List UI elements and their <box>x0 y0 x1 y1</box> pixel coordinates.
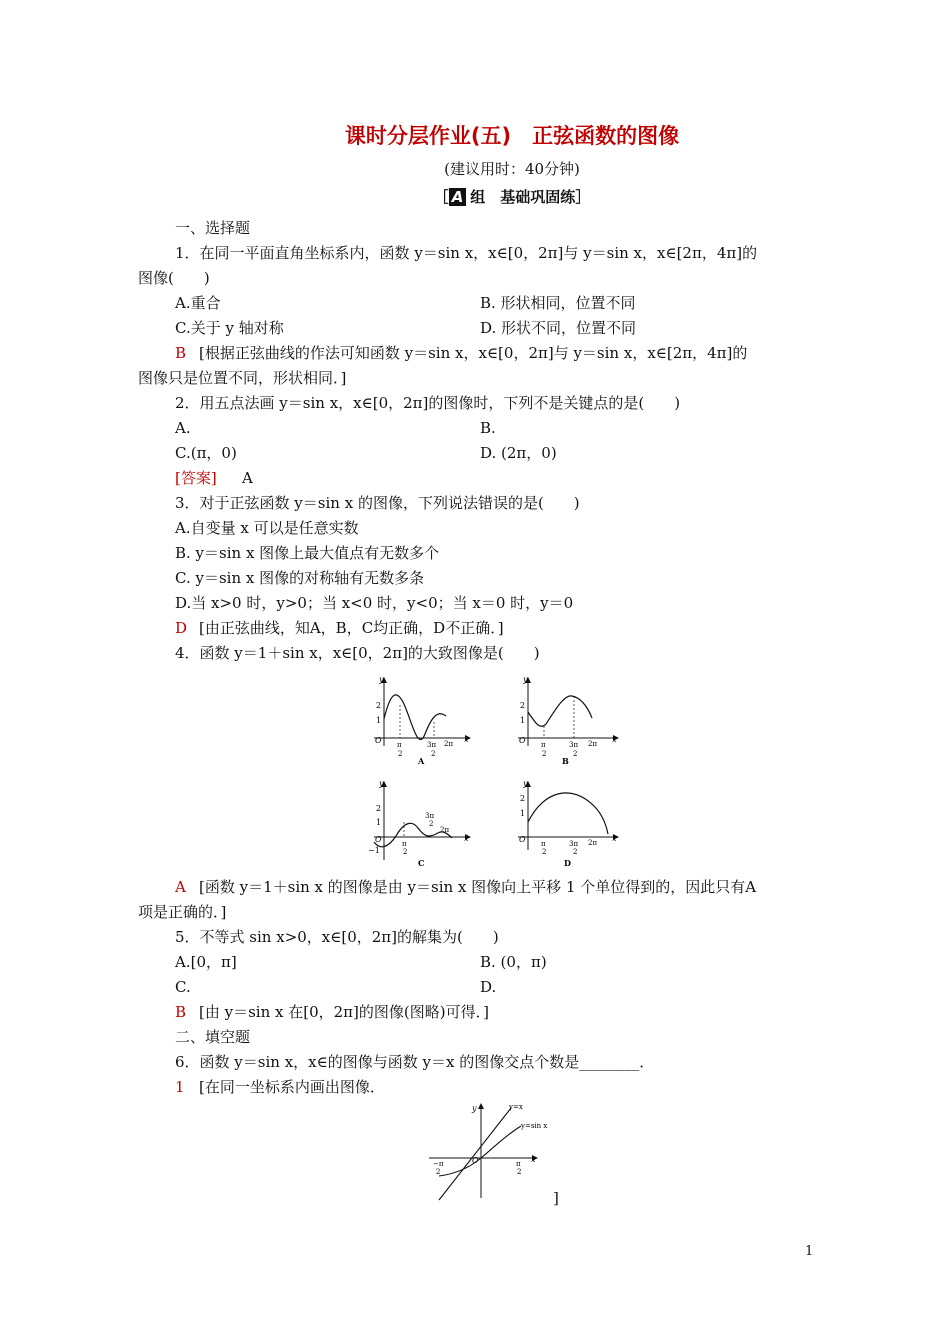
option-b: B. <box>480 419 496 437</box>
tick-label: 2π <box>588 740 598 748</box>
explanation-close: ] <box>553 1189 559 1207</box>
tick-label: 3π <box>569 741 579 749</box>
explanation: [根据正弦曲线的作法可知函数 y＝sin x，x∈[0，2π]与 y＝sin x，x∈[2π，4π]的 <box>199 344 748 362</box>
option-a: A.[0，π] <box>175 953 237 971</box>
intersection-graph <box>425 1100 565 1202</box>
explanation: [由正弦曲线，知A，B，C均正确，D不正确．] <box>199 619 504 637</box>
answer-label: B <box>175 1003 187 1021</box>
option-d: D. 形状不同，位置不同 <box>480 319 637 337</box>
line-y-equals-x <box>439 1108 511 1200</box>
option-c: C.关于 y 轴对称 <box>175 319 284 337</box>
option-d: D. <box>480 978 497 996</box>
option-a: A.重合 <box>175 294 221 312</box>
question-stem: 图像( ) <box>138 269 210 287</box>
question-stem: 2．用五点法画 y＝sin x，x∈[0，2π]的图像时，下列不是关键点的是( ) <box>175 394 681 412</box>
axis-x-label: x <box>464 735 469 744</box>
group-badge: A <box>449 188 467 206</box>
origin-label: O <box>519 736 526 745</box>
explanation: [由 y＝sin x 在[0，2π]的图像(图略)可得．] <box>199 1003 489 1021</box>
option-d: D.当 x>0 时，y>0；当 x<0 时，y<0；当 x＝0 时，y＝0 <box>175 594 574 612</box>
tick-label: 2 <box>431 750 436 758</box>
answer-label: D <box>175 619 188 637</box>
section-heading: 二、填空题 <box>175 1028 251 1046</box>
explanation: 项是正确的．] <box>138 903 227 921</box>
tick-label: 2 <box>429 820 434 828</box>
tick-label: 1 <box>376 716 382 725</box>
line-label: y=x <box>509 1103 523 1111</box>
tick-label: 2 <box>398 750 403 758</box>
tick-label: 2π <box>440 826 450 834</box>
graph-a <box>374 675 470 766</box>
curve <box>384 695 446 740</box>
option-a: A. <box>175 419 191 437</box>
tick-label: 3π <box>427 741 437 749</box>
tick-label: 2 <box>542 750 547 758</box>
tick-label: 2 <box>542 848 547 856</box>
graph-label: D <box>564 858 571 868</box>
question-stem: 6．函数 y＝sin x，x∈的图像与函数 y＝x 的图像交点个数是________． <box>175 1053 655 1071</box>
graph-label: C <box>418 858 425 868</box>
page-title: 课时分层作业(五) 正弦函数的图像 <box>344 124 680 148</box>
tick-label: 3π <box>425 812 435 820</box>
answer-label: A <box>175 878 186 896</box>
axis-x-label: x <box>464 834 469 843</box>
tick-label: 2 <box>520 701 526 710</box>
tick-label: 3π <box>569 840 579 848</box>
group-label: 组 基础巩固练 <box>470 188 576 206</box>
section-heading: 一、选择题 <box>175 219 251 237</box>
graph-label: A <box>418 756 425 766</box>
axis-y-label: y <box>379 675 384 684</box>
curve-y-equals-sin-x <box>439 1126 521 1176</box>
tick-label: π <box>541 741 546 749</box>
tick-label: 2 <box>573 848 578 856</box>
graph-d <box>518 779 618 868</box>
tick-label: 2 <box>376 804 382 813</box>
origin-label: O <box>375 835 382 844</box>
option-c: C. y＝sin x 图像的对称轴有无数多条 <box>175 569 425 587</box>
tick-label: −1 <box>368 846 380 855</box>
suggested-time: (建议用时：40分钟) <box>444 160 580 178</box>
origin-label: O <box>519 835 526 844</box>
tick-label: 2 <box>573 750 578 758</box>
explanation: 图像只是位置不同，形状相同．] <box>138 369 347 387</box>
tick-label: 1 <box>376 818 382 827</box>
tick-label: π <box>397 741 402 749</box>
answer-label: A <box>242 469 253 487</box>
tick-label: π <box>541 840 546 848</box>
option-c: C.(π，0) <box>175 444 237 462</box>
curve <box>528 696 592 727</box>
answer-tag: [答案] <box>175 469 217 487</box>
graph-label: B <box>562 756 569 766</box>
option-graphs-figure <box>360 672 630 870</box>
origin-label: O <box>375 736 382 745</box>
axis-x-label: x <box>612 834 617 843</box>
question-stem: 4．函数 y＝1＋sin x，x∈[0，2π]的大致图像是( ) <box>175 644 540 662</box>
option-d: D. (2π，0) <box>480 444 557 462</box>
option-a: A.自变量 x 可以是任意实数 <box>175 519 359 537</box>
axis-y-label: y <box>523 779 528 788</box>
curve-label: y=sin x <box>521 1122 548 1130</box>
answer-label: B <box>175 344 187 362</box>
tick-label: 1 <box>520 809 526 818</box>
tick-label: 2 <box>403 848 408 856</box>
axis-x-label: x <box>612 735 617 744</box>
question-stem: 3．对于正弦函数 y＝sin x 的图像，下列说法错误的是( ) <box>175 494 580 512</box>
tick-label: −π <box>433 1160 444 1168</box>
option-c: C. <box>175 978 191 996</box>
axis-y-label: y <box>523 675 528 684</box>
tick-label: 2 <box>436 1168 441 1176</box>
tick-label: π <box>402 840 407 848</box>
tick-label: 2π <box>444 740 454 748</box>
tick-label: π <box>516 1160 521 1168</box>
graph-b <box>518 675 618 766</box>
answer-label: 1 <box>175 1078 185 1096</box>
question-stem: 5．不等式 sin x>0，x∈[0，2π]的解集为( ) <box>175 928 499 946</box>
tick-label: 1 <box>520 716 526 725</box>
tick-label: 2π <box>588 839 598 847</box>
option-b: B. (0，π) <box>480 953 547 971</box>
explanation: [函数 y＝1＋sin x 的图像是由 y＝sin x 图像向上平移 1 个单位得到的，因此只有A <box>199 878 757 896</box>
tick-label: 2 <box>376 701 382 710</box>
question-stem: 1．在同一平面直角坐标系内，函数 y＝sin x，x∈[0，2π]与 y＝sin x，x∈[2π，4π]的 <box>175 244 758 262</box>
page-number: 1 <box>805 1244 814 1259</box>
option-b: B. 形状相同，位置不同 <box>480 294 636 312</box>
option-b: B. y＝sin x 图像上最大值点有无数多个 <box>175 544 440 562</box>
origin-label: O <box>472 1156 479 1165</box>
tick-label: 2 <box>520 794 526 803</box>
explanation: [在同一坐标系内画出图像． <box>199 1078 385 1096</box>
group-heading: ［ A 组 基础巩固练］ <box>433 188 591 206</box>
tick-label: 2 <box>517 1168 522 1176</box>
axis-y-label: y <box>379 779 384 788</box>
axis-x-label: x <box>531 1155 536 1164</box>
curve <box>528 793 608 834</box>
axis-y-label: y <box>472 1104 477 1113</box>
graph-c <box>368 779 470 868</box>
